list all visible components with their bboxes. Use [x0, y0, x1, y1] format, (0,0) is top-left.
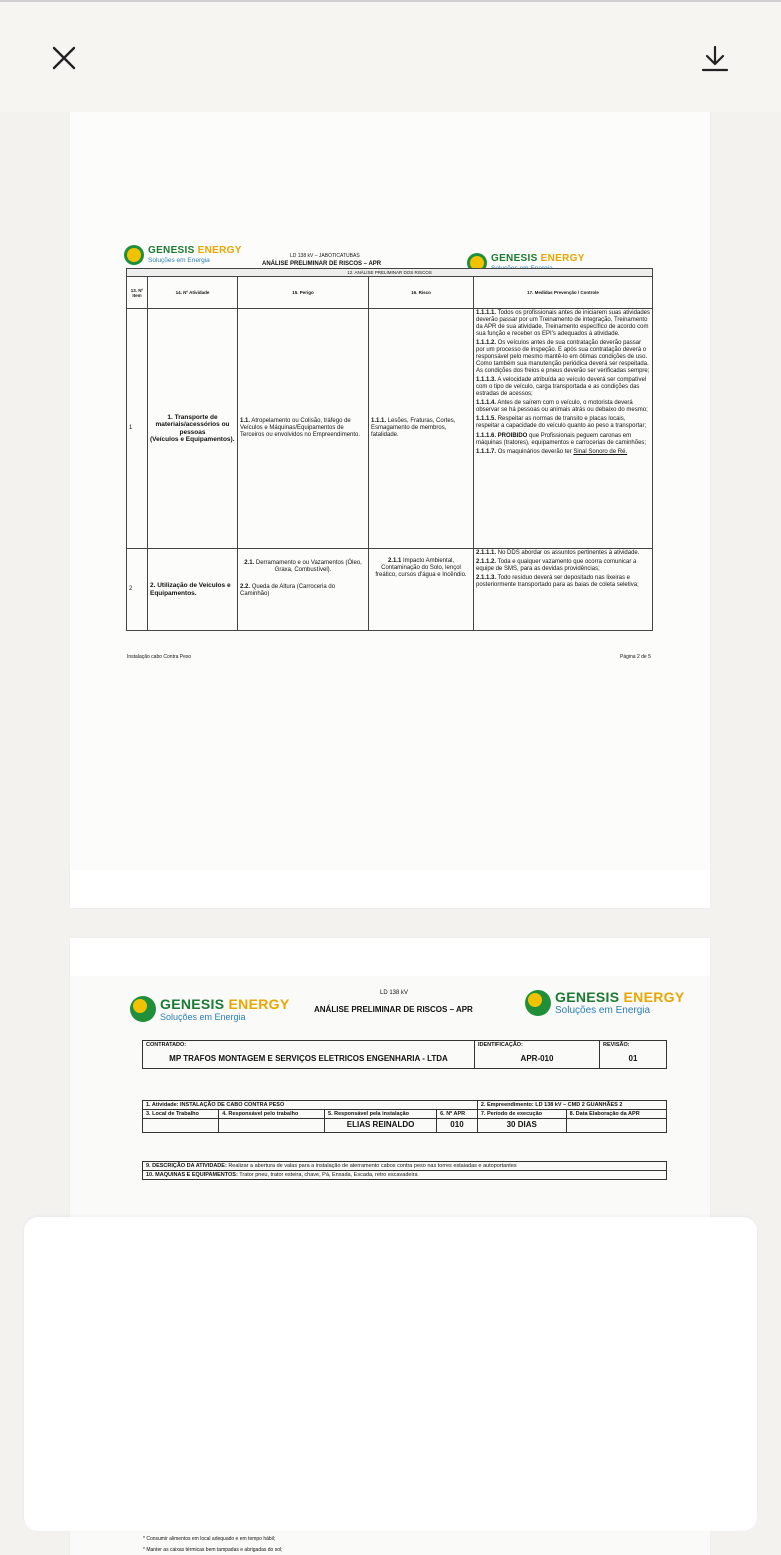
maquinas-value: Trator pneu, trator esteira, chave, Pá, Enxada, Escada, retro escavadeira — [239, 1172, 418, 1178]
sun-logo-icon — [525, 990, 551, 1016]
document-page-1[interactable] — [70, 0, 710, 908]
company-logo-right: GENESIS ENERGY Soluções em Energia — [525, 990, 684, 1016]
periodo-value: 30 DIAS — [477, 1119, 566, 1133]
download-icon[interactable] — [695, 38, 735, 78]
header-code: LD 138 kV — [380, 990, 409, 996]
footer-left: Instalação cabo Contra Peso — [127, 654, 192, 660]
section-header: 12. ANÁLISE PRELIMINAR DOS RISCOS — [127, 269, 653, 277]
bottom-sheet-overlay[interactable] — [24, 1217, 757, 1531]
document-title: ANÁLISE PRELIMINAR DE RISCOS – APR — [262, 261, 382, 267]
column-header: 15. Perigo — [238, 277, 369, 309]
column-header: 13. Nº Item — [127, 277, 148, 309]
responsavel-value: ELIAS REINALDO — [325, 1119, 437, 1133]
sun-logo-icon — [130, 996, 156, 1022]
contratado-value: MP TRAFOS MONTAGEM E SERVIÇOS ELETRICOS ENGENHARIA - LTDA — [169, 1054, 448, 1063]
activity-cell: 2. Utilização de Veículos e Equipamentos. — [148, 549, 238, 631]
footer-page-number: Página 2 de 5 — [620, 654, 651, 660]
activity-table: 1. Atividade: INSTALAÇÃO DE CABO CONTRA PESO 2. Empreendimento: LD 138 kV – CMD 2 GUANHÃES 2 3. Local de Trabalho 4. Responsável pelo trabalho 5. Responsável pela instalação 6. Nº APR 7. Período de execução 8. Data Elaboração da APR ELIAS REINALDO 010 30 DIAS — [142, 1100, 667, 1133]
page-2-line: * Manter as caixas térmicas bem tampadas e abrigadas do sol; — [143, 1547, 283, 1553]
revision-value: 01 — [628, 1054, 638, 1063]
column-header: 16. Risco — [369, 277, 474, 309]
company-logo: GENESIS ENERGY Soluções em Energia — [124, 245, 242, 265]
item-number: 1 — [127, 309, 148, 549]
contract-header-table: CONTRATADO: MP TRAFOS MONTAGEM E SERVIÇOS ELETRICOS ENGENHARIA - LTDA IDENTIFICAÇÃO: APR-010 REVISÃO: 01 — [142, 1040, 667, 1069]
descricao-value: Realizar a abertura de valas para a instalação de aterramento cabos contra peso nas torres estaiadas e autoportantes — [228, 1163, 517, 1169]
item-number: 2 — [127, 549, 148, 631]
empreendimento-field: 2. Empreendimento: LD 138 kV – CMD 2 GUANHÃES 2 — [477, 1101, 666, 1110]
company-logo-right: GENESIS ENERGY — [467, 253, 585, 273]
viewer-toolbar — [0, 0, 781, 112]
page-2-line: * Consumir alimentos em local adequado e em tempo hábil; — [143, 1536, 276, 1542]
apr-id: APR-010 — [520, 1054, 554, 1063]
risk-analysis-table — [126, 268, 653, 631]
measures-cell: 2.1.1.1. No DDS abordar os assuntos pertinentes à atividade. 2.1.1.2. Toda e qualquer vazamento que ocorra comunicar a equipe de SMS, para as devidas providências; 2.1.1.3. Todo resíduo deverá ser depositado nas lixeiras e posteriormente transportado para as baias de coleta seletiva; — [474, 549, 653, 631]
column-header: 17. Medidas Prevenção / Controle — [474, 277, 653, 309]
measures-cell: 1.1.1.1. Todos os profissionais antes de iniciarem suas atividades deverão passar por um Treinamento de integração, Treinamento da APR de sua atividade, Treinamento específico de acordo com sua função e receber os EPI's adequados à atividade. 1.1.1.2. Os veículos antes de sua contratação deverão passar por um processo de inspeção. E após sua contratação deverá o responsável pelo mesmo mantê-lo em ótimas condições de uso. Como também sua manutenção periódica deverá ser respeitada. As condições dos freios e pneus deverão ser verificadas sempre; 1.1.1.3. A velocidade atribuída ao veículo deverá ser compatível com o tipo de veículo, carga transportada e as condições das estradas de acessos; 1.1.1.4. Antes de saírem com o veículo, o motorista deverá observar se há pessoas ou animais atrás ou debaixo do mesmo; 1.1.1.5. Respeitar as normas de transito e placas locais, respeitar a capacidade do veículo quanto ao peso a transportar; 1.1.1.6. PROIBIDO que Profissionais peguem caronas em máquinas (tratores), equipamentos e carrocerias de caminhões; 1.1.1.7. Os maquinários deverão ter Sinal Sonoro de Ré. — [474, 309, 653, 549]
table-row — [127, 549, 653, 631]
apr-number: 010 — [437, 1119, 478, 1133]
header-code: LD 138 kV – JABOTICATUBAS — [290, 253, 360, 259]
close-icon[interactable] — [44, 38, 84, 78]
risk-cell: 2.1.1 Impacto Ambiental, Contaminação do Solo, lençol freático, cursos d'água e Incêndio. — [369, 549, 474, 631]
table-row — [127, 309, 653, 549]
sun-logo-icon — [124, 245, 144, 265]
risk-cell: 1.1.1. Lesões, Fraturas, Cortes, Esmagamento de membros, fatalidade. — [369, 309, 474, 549]
activity-field: 1. Atividade: INSTALAÇÃO DE CABO CONTRA PESO — [143, 1101, 478, 1110]
company-logo: GENESIS ENERGY Soluções em Energia — [130, 996, 289, 1022]
column-header: 14. Nº Atividade — [148, 277, 238, 309]
hazard-cell: 1.1. Atropelamento ou Colisão, tráfego de Veículos e Máquinas/Equipamentos de Terceiros ou envolvidos no Empreendimento. — [238, 309, 369, 549]
activity-cell: 1. Transporte de materiais/acessórios ou pessoas (Veículos e Equipamentos). — [148, 309, 238, 549]
description-table: 9. DESCRIÇÃO DA ATIVIDADE: Realizar a abertura de valas para a instalação de aterramento cabos contra peso nas torres estaiadas e autoportantes 10. MAQUINAS E EQUIPAMENTOS: Trator pneu, trator esteira, chave, Pá, Enxada, Escada, retro escavadeira — [142, 1161, 667, 1180]
hazard-cell: 2.1. Derramamento e ou Vazamentos (Óleo, Graxa, Combustível). 2.2. Queda de Altura (Carroceria do Caminhão) — [238, 549, 369, 631]
document-title: ANÁLISE PRELIMINAR DE RISCOS – APR — [314, 1005, 473, 1014]
